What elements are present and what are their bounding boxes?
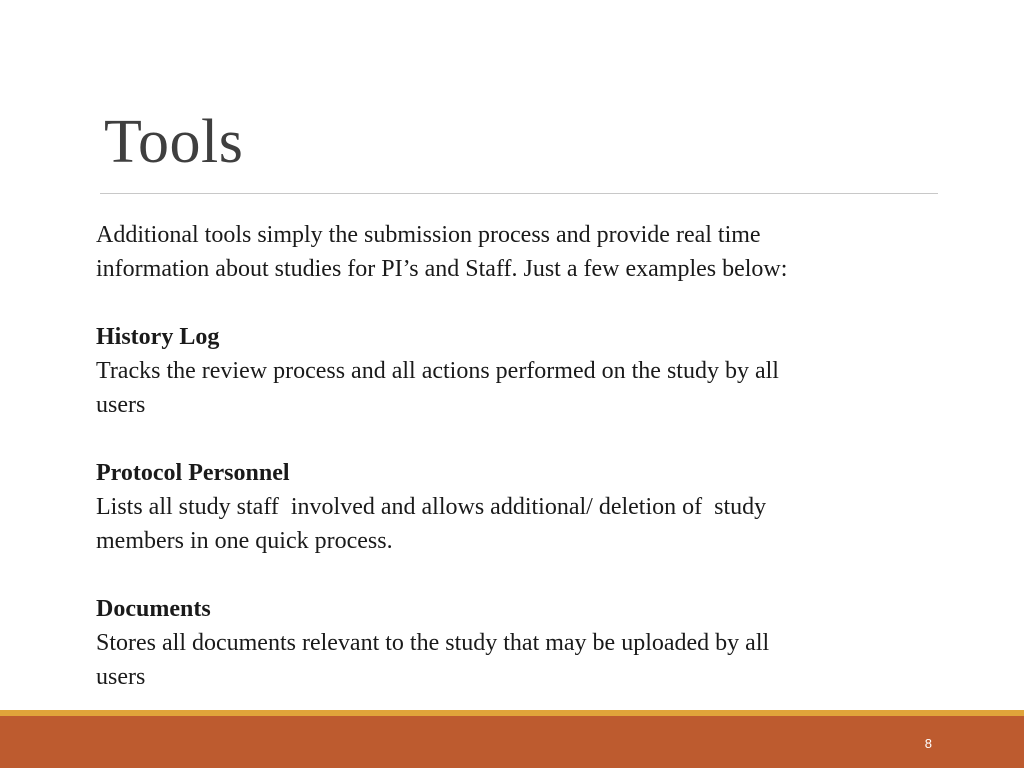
intro-line-1: Additional tools simply the submission process and provide real time bbox=[96, 222, 761, 248]
section-heading-protocol-personnel: Protocol Personnel bbox=[96, 460, 290, 486]
section-text-line: users bbox=[96, 392, 146, 418]
section-text-line: Tracks the review process and all actions performed on the study by all bbox=[96, 358, 779, 384]
section-heading-history-log: History Log bbox=[96, 324, 220, 350]
section-text-line: Lists all study staff involved and allows additional/ deletion of study bbox=[96, 494, 767, 520]
footer-bar bbox=[0, 716, 1024, 768]
title-divider bbox=[100, 193, 938, 194]
slide-body bbox=[96, 218, 946, 694]
intro-line-2: information about studies for PI’s and Staff. Just a few examples below: bbox=[96, 256, 788, 282]
section-text-line: members in one quick process. bbox=[96, 528, 393, 554]
section-text-line: Stores all documents relevant to the study that may be uploaded by all bbox=[96, 630, 770, 656]
page-number: 8 bbox=[924, 736, 932, 751]
section-heading-documents: Documents bbox=[96, 596, 211, 622]
slide-title: Tools bbox=[104, 108, 244, 176]
section-text-line: users bbox=[96, 664, 146, 690]
